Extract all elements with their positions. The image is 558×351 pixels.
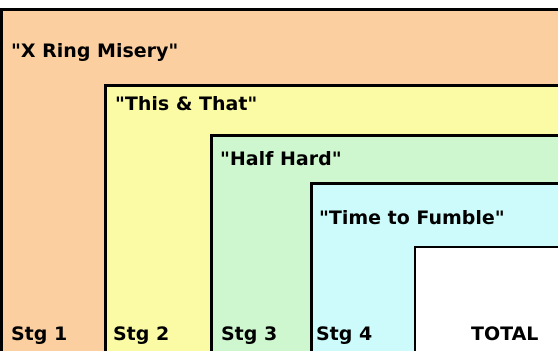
- total-box: [414, 246, 558, 351]
- total-label: TOTAL: [471, 323, 539, 345]
- stage-1-title: "X Ring Misery": [11, 40, 179, 62]
- stage-3-label: Stg 3: [221, 323, 278, 345]
- stage-2-title: "This & That": [115, 93, 258, 115]
- stage-4-label: Stg 4: [316, 323, 373, 345]
- stage-4-title: "Time to Fumble": [319, 207, 505, 229]
- stage-2-label: Stg 2: [113, 323, 170, 345]
- stage-3-title: "Half Hard": [220, 148, 342, 170]
- stage-1-label: Stg 1: [11, 323, 68, 345]
